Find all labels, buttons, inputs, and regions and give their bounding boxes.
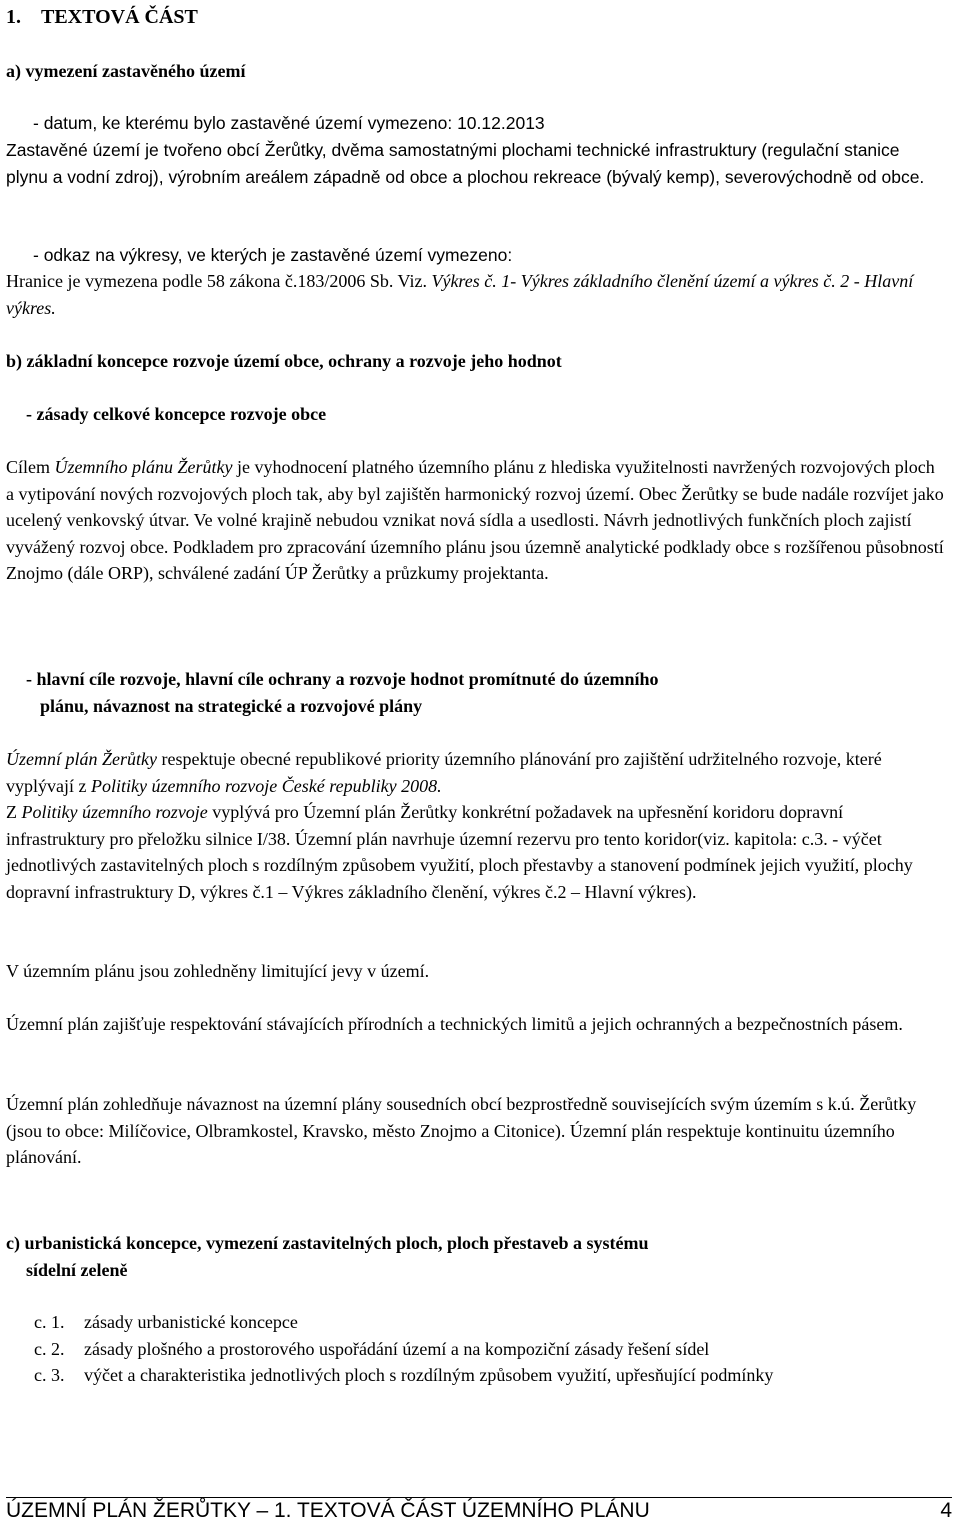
section-a-ref-italic: Výkres č. 1- Výkres základního členění území a výkres č. 2 - Hlavní výkres. [6,271,914,318]
section-b-paragraph-3 [6,799,946,905]
p1-text-a: Cílem [6,457,55,477]
section-a-ref-text [6,268,946,321]
section-b-paragraph-4: V územním plánu jsou zohledněny limitující jevy v území. [6,961,430,981]
p1-text-italic: Územního plánu Žerůtky [54,457,233,477]
list-item [34,1336,946,1363]
list-item-text: zásady plošného a prostorového uspořádání území a na kompoziční zásady řešení sídel [84,1338,710,1359]
list-item-number: c. 3. [34,1365,65,1385]
section-a-date-line: - datum, ke kterému bylo zastavěné území vymezeno: 10.12.2013 [33,113,545,133]
list-item-number: c. 1. [34,1312,65,1332]
chapter-heading [6,4,946,30]
p3-text-a: Z [6,802,22,822]
page-number: 4 [940,1499,952,1522]
chapter-number: 1. [6,6,21,28]
section-c-list [34,1309,946,1389]
list-item [34,1362,946,1389]
page-footer [6,1499,952,1523]
section-c-title-line-1: c) urbanistická koncepce, vymezení zastavitelných ploch, ploch přestaveb a systému [6,1233,649,1253]
p2-text-b: respektuje obecné republikové priority územního plánování pro zajištění udržitelného rozvoje, které vyplývají z [6,749,882,796]
section-a-ref-line: - odkaz na výkresy, ve kterých je zastavěné území vymezeno: [33,245,513,265]
section-c-title [6,1230,946,1283]
p1-text-c: je vyhodnocení platného územního plánu z hlediska využitelnosti navržených rozvojových ploch a vytipování nových rozvojových ploch tak, aby byl zajištěn harmonický rozvoj území. Obec Žerůtky se bude nadále rozvíjet jako ucelený venkovský útvar. Ve volné krajině nebudou vznikat nová sídla a usedlosti. Návrh jednotlivých funkčních ploch zajistí vyvážený rozvoj obce. Podkladem pro zpracování územního plánu jsou územně analytické podklady obce s rozšířenou působností Znojmo (dále ORP), schválené zadání ÚP Žerůtky a průzkumy projektanta. [6,457,944,583]
section-a-paragraph: Zastavěné území je tvořeno obcí Žerůtky, dvěma samostatnými plochami technické infrastruktury (regulační stanice plynu a vodní zdroj), výrobním areálem západně od obce a plochou rekreace (bývalý kemp), severovýchodně od obce. [6,140,925,187]
list-item-text: výčet a charakteristika jednotlivých ploch s rozdílným způsobem využití, upřesňující podmínky [84,1365,774,1385]
footer-divider [6,1497,952,1498]
p3-text-c: vyplývá pro Územní plán Žerůtky konkrétní požadavek na upřesnění koridoru dopravní infrastruktury pro přeložku silnice I/38. Územní plán navrhuje územní rezervu pro tento koridor(viz. kapitola: c.3. - výčet jednotlivých zastavitelných ploch s rozdílným způsobem využití, ploch přestavby a stanovení podmínek jejich využití, plochy dopravní infrastruktury D, výkres č.1 – Výkres základního členění, výkres č.2 – Hlavní výkres). [6,802,913,902]
section-b-paragraph-1 [6,454,946,587]
p3-text-italic: Politiky územního rozvoje [21,802,208,822]
p2-text-italic-a: Územní plán Žerůtky [6,749,157,769]
section-a-title: a) vymezení zastavěného území [6,61,246,81]
section-b-paragraph-2 [6,746,946,799]
section-b-paragraph-6: Územní plán zohledňuje návaznost na územní plány sousedních obcí bezprostředně souvisejících svým územím s k.ú. Žerůtky (jsou to obce: Milíčovice, Olbramkostel, Kravsko, město Znojmo a Citonice). Územní plán respektuje kontinuitu územního plánování. [6,1094,917,1167]
footer-title: ÚZEMNÍ PLÁN ŽERŮTKY – 1. TEXTOVÁ ČÁST ÚZEMNÍHO PLÁNU [6,1499,650,1522]
section-c-title-line-2: sídelní zeleně [26,1259,128,1280]
list-item [34,1309,946,1336]
section-b-paragraph-5: Územní plán zajišťuje respektování stávajících přírodních a technických limitů a jejich ochranných a bezpečnostních pásem. [6,1014,903,1034]
chapter-title: TEXTOVÁ ČÁST [41,6,198,28]
section-b-title: b) základní koncepce rozvoje území obce, ochrany a rozvoje jeho hodnot [6,351,562,371]
subheading-2-line-2: plánu, návaznost na strategické a rozvojové plány [40,695,423,716]
subheading-2-line-1: - hlavní cíle rozvoje, hlavní cíle ochrany a rozvoje hodnot promítnuté do územního [26,669,659,689]
list-item-number: c. 2. [34,1338,65,1359]
section-a-ref-plain: Hranice je vymezena podle 58 zákona č.183/2006 Sb. Viz. [6,271,432,291]
p2-text-italic-c: Politiky územního rozvoje České republiky 2008. [90,775,442,796]
list-item-text: zásady urbanistické koncepce [84,1312,298,1332]
section-b-subheading-1: - zásady celkové koncepce rozvoje obce [26,404,327,424]
section-b-subheading-2 [26,666,946,719]
